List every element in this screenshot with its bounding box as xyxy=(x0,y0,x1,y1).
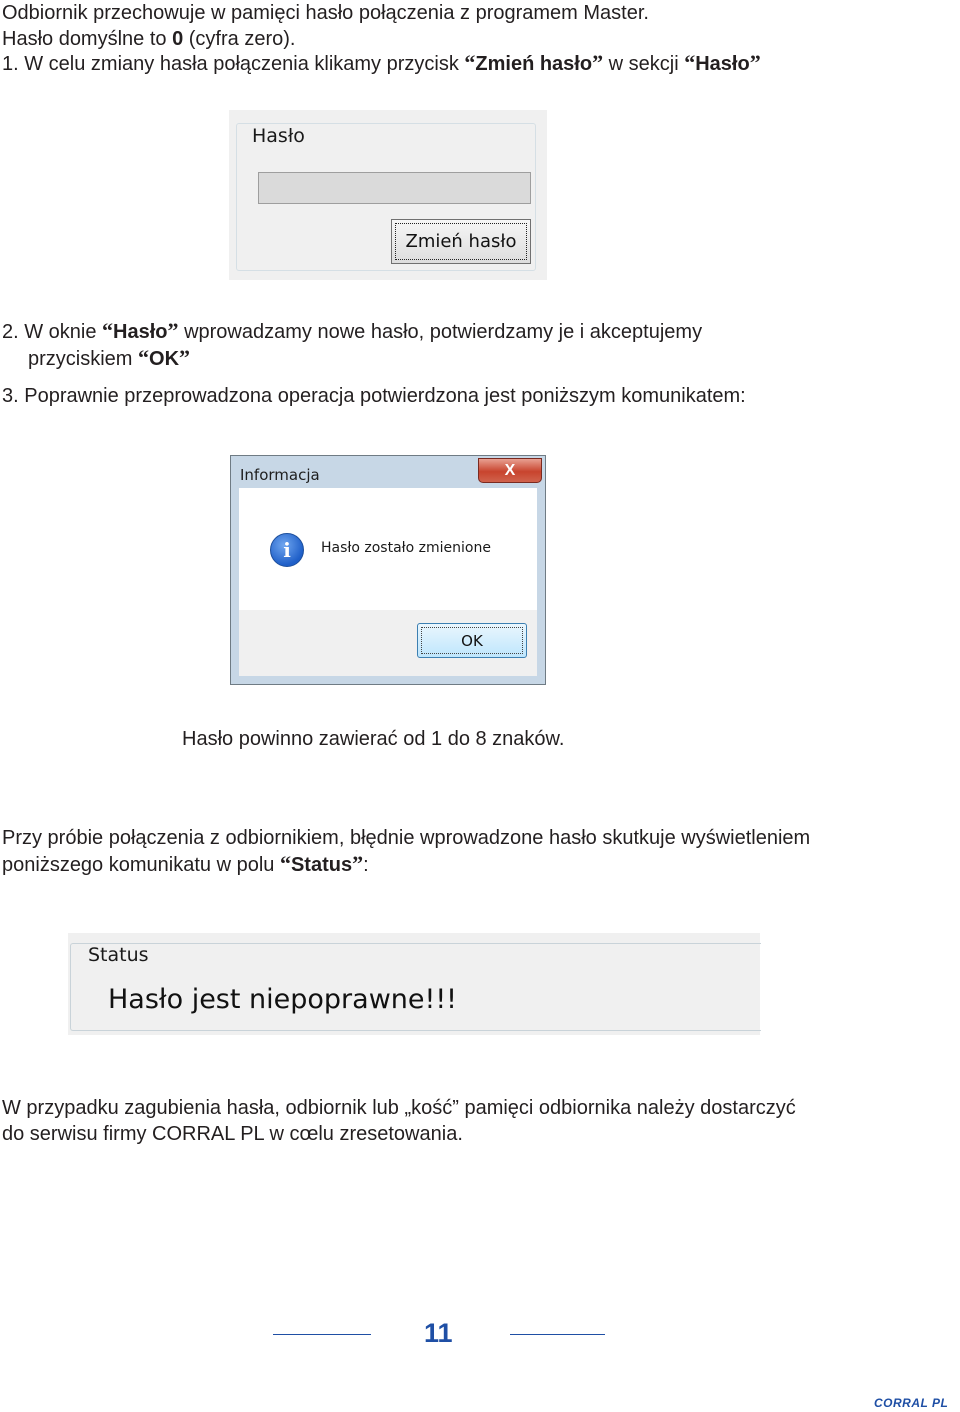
status-group-legend: Status xyxy=(88,944,149,966)
step-1-button-name: Zmień hasło xyxy=(475,53,593,75)
intro-line-1: Odbiornik przechowuje w pamięci hasło połączenia z programem Master. xyxy=(2,2,649,24)
quote-close: ” xyxy=(749,50,761,75)
status-groupbox xyxy=(70,943,761,1031)
quote-open: “ xyxy=(279,851,291,876)
step-2-line-2 xyxy=(2,345,702,372)
reset-paragraph-line-2: do serwisu firmy CORRAL PL w cœlu zresetowania. xyxy=(2,1123,463,1145)
quote-open: “ xyxy=(102,318,114,343)
default-password-value: 0 xyxy=(172,28,184,50)
step-3: 3. Poprawnie przeprowadzona operacja potwierdzona jest poniższym komunikatem: xyxy=(2,385,746,407)
reset-paragraph-line-1: W przypadku zagubienia hasła, odbiornik lub „kość” pamięci odbiornika należy dostarczyć xyxy=(2,1097,796,1119)
haslo-groupbox xyxy=(236,123,536,271)
dialog-title: Informacja xyxy=(240,466,320,484)
status-paragraph-suffix: : xyxy=(363,854,369,876)
quote-open: “ xyxy=(464,50,476,75)
step-2-prefix: 2. W oknie xyxy=(2,321,103,343)
ok-button[interactable] xyxy=(417,623,527,658)
close-icon[interactable]: X xyxy=(478,458,542,483)
status-paragraph-prefix: poniższego komunikatu w polu xyxy=(2,854,280,876)
reset-paragraph xyxy=(2,1095,796,1147)
status-panel-screenshot xyxy=(68,933,760,1035)
step-2-button-name: OK xyxy=(149,348,180,370)
step-2-line-1 xyxy=(2,318,702,345)
footer-rule-right xyxy=(510,1334,605,1335)
quote-open: “ xyxy=(684,50,696,75)
step-2 xyxy=(2,318,702,372)
dialog-footer xyxy=(239,610,537,676)
step-2-suffix: wprowadzamy nowe hasło, potwierdzamy je i akceptujemy xyxy=(178,321,703,343)
quote-open: “ xyxy=(138,345,150,370)
quote-close: ” xyxy=(592,50,604,75)
password-length-note: Hasło powinno zawierać od 1 do 8 znaków. xyxy=(182,728,565,750)
status-paragraph xyxy=(2,825,810,878)
haslo-panel-screenshot xyxy=(229,110,547,280)
haslo-group-legend: Hasło xyxy=(249,125,308,147)
change-password-button[interactable] xyxy=(391,219,531,264)
step-1-section-name: Hasło xyxy=(695,53,750,75)
intro-line-2-suffix: (cyfra zero). xyxy=(183,28,296,50)
ok-button-label: OK xyxy=(421,627,523,654)
quote-close: ” xyxy=(352,851,364,876)
footer-rule-left xyxy=(273,1334,371,1335)
intro-text xyxy=(2,0,649,52)
step-1-middle: w sekcji xyxy=(603,53,685,75)
info-icon: i xyxy=(270,533,304,567)
step-2-line-2-prefix: przyciskiem xyxy=(28,348,139,370)
step-1-prefix: 1. W celu zmiany hasła połączenia klikamy przycisk xyxy=(2,53,465,75)
dialog-message: Hasło zostało zmienione xyxy=(321,540,491,556)
step-1 xyxy=(2,50,761,77)
status-paragraph-line-2 xyxy=(2,851,810,878)
status-field-name: Status xyxy=(290,854,353,876)
password-field[interactable] xyxy=(258,172,531,204)
intro-line-2 xyxy=(2,26,649,52)
intro-line-2-prefix: Hasło domyślne to xyxy=(2,28,173,50)
page-number: 11 xyxy=(424,1318,453,1348)
dialog-body xyxy=(239,488,537,610)
info-dialog-screenshot xyxy=(230,455,546,685)
status-message: Hasło jest niepoprawne!!! xyxy=(108,984,457,1015)
status-paragraph-line-1: Przy próbie połączenia z odbiornikiem, błędnie wprowadzone hasło skutkuje wyświetleniem xyxy=(2,827,811,849)
step-2-window-name: Hasło xyxy=(113,321,168,343)
quote-close: ” xyxy=(167,318,179,343)
brand-logo: CORRAL PL xyxy=(874,1396,949,1410)
change-password-button-label: Zmień hasło xyxy=(395,223,527,260)
quote-close: ” xyxy=(179,345,191,370)
